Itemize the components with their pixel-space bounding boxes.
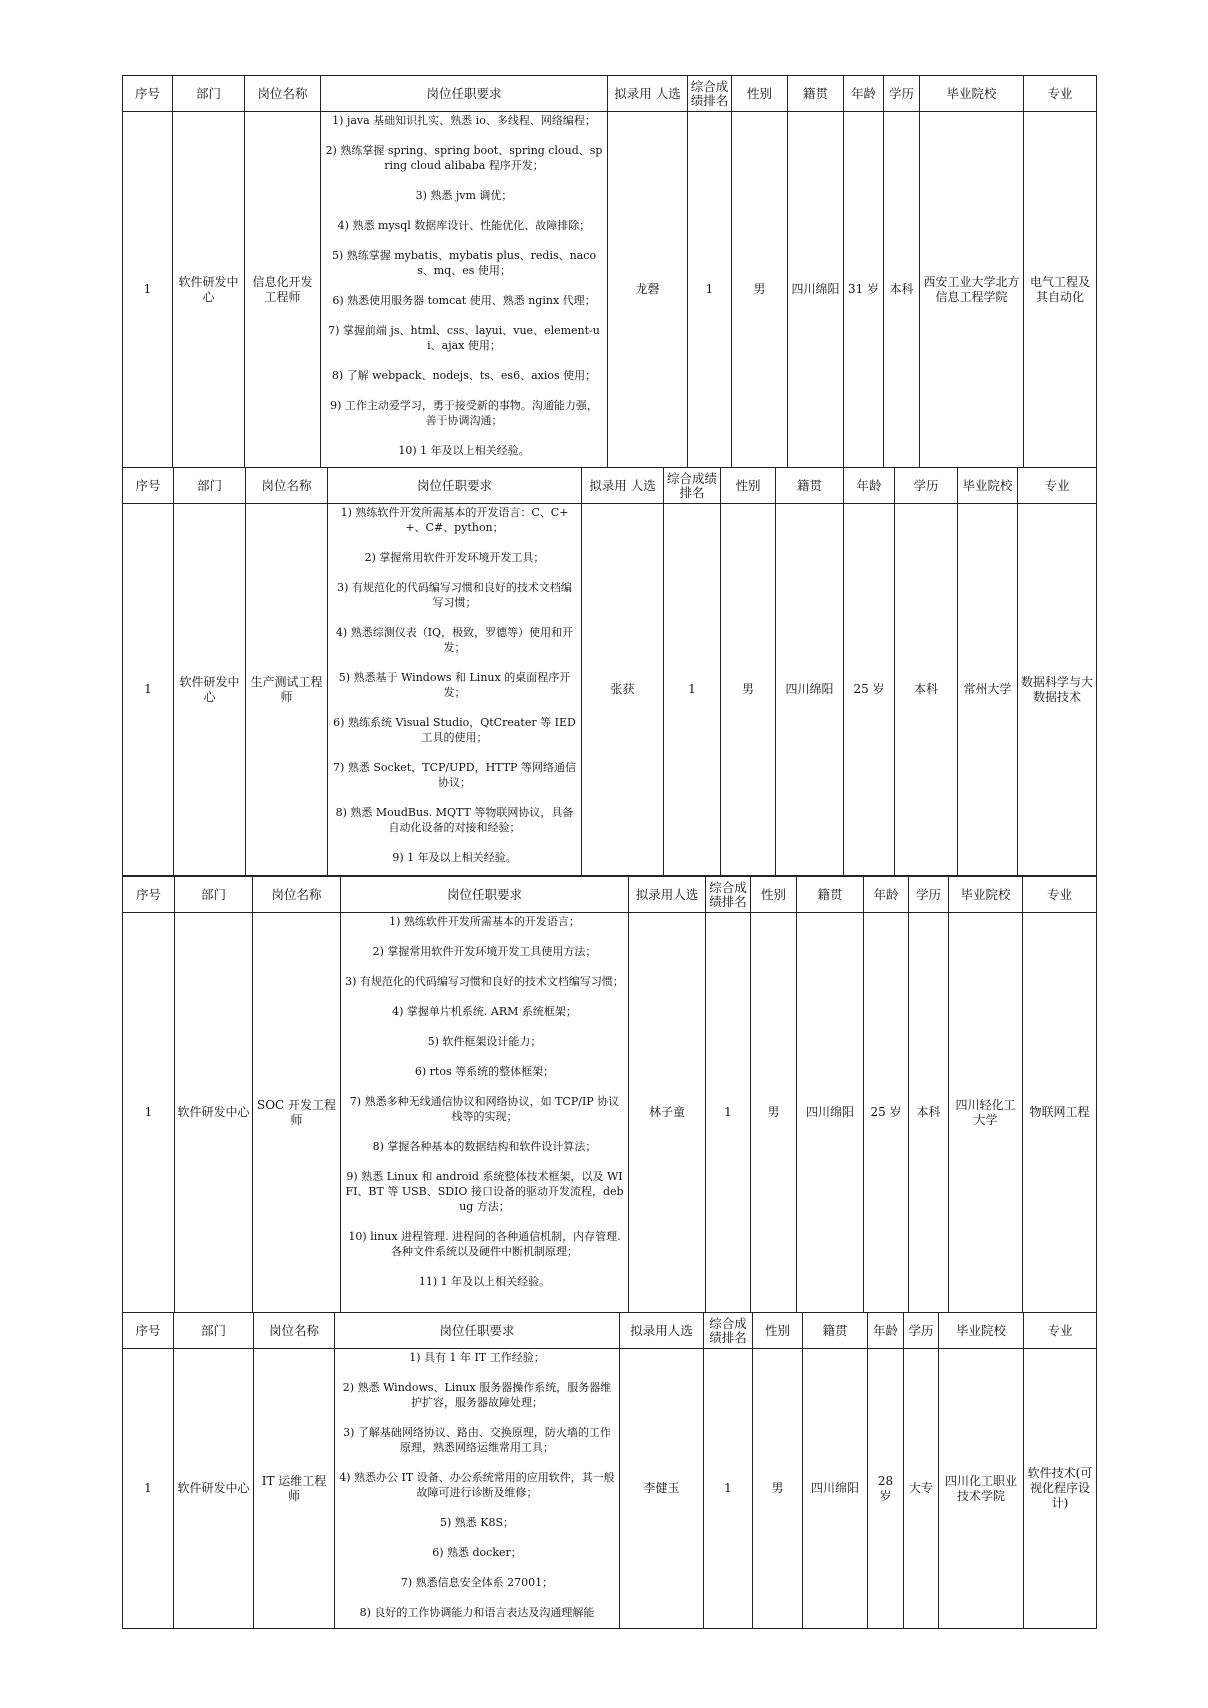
cell-age: 28 岁 bbox=[868, 1349, 904, 1629]
cell-school: 四川化工职业技术学院 bbox=[939, 1349, 1024, 1629]
header-seq: 序号 bbox=[123, 877, 175, 913]
header-seq: 序号 bbox=[123, 1313, 174, 1349]
requirement-item: 3) 熟悉 jvm 调优； bbox=[415, 189, 513, 202]
requirement-item: 5) 熟练掌握 mybatis、mybatis plus、redis、nacos、mq、es 使用； bbox=[331, 249, 597, 277]
requirement-item: 2) 掌握常用软件开发环境开发工具使用方法； bbox=[372, 945, 597, 958]
cell-origin: 四川绵阳 bbox=[797, 913, 864, 1313]
header-gender: 性别 bbox=[751, 877, 797, 913]
requirement-item: 10) 1 年及以上相关经验。 bbox=[398, 444, 530, 457]
cell-requirements bbox=[321, 112, 608, 468]
header-age: 年龄 bbox=[844, 468, 895, 504]
header-row bbox=[123, 468, 1097, 504]
cell-requirements bbox=[328, 504, 582, 876]
cell-major: 软件技术(可视化程序设计) bbox=[1024, 1349, 1097, 1629]
header-seq: 序号 bbox=[123, 468, 174, 504]
cell-major: 电气工程及其自动化 bbox=[1024, 112, 1097, 468]
header-education: 学历 bbox=[884, 76, 920, 112]
table-row bbox=[123, 1349, 1097, 1629]
requirement-item: 6) rtos 等系统的整体框架； bbox=[414, 1065, 555, 1078]
cell-requirements bbox=[335, 1349, 620, 1629]
header-requirements: 岗位任职要求 bbox=[341, 877, 629, 913]
requirement-item: 4) 掌握单片机系统. ARM 系统框架； bbox=[392, 1005, 577, 1018]
requirement-item: 8) 了解 webpack、nodejs、ts、es6、axios 使用； bbox=[331, 369, 597, 382]
header-requirements: 岗位任职要求 bbox=[321, 76, 608, 112]
cell-school: 西安工业大学北方信息工程学院 bbox=[920, 112, 1024, 468]
header-gender: 性别 bbox=[732, 76, 788, 112]
cell-seq: 1 bbox=[123, 1349, 174, 1629]
cell-rank: 1 bbox=[704, 1349, 753, 1629]
cell-seq: 1 bbox=[123, 913, 175, 1313]
requirement-item: 9) 1 年及以上相关经验。 bbox=[392, 851, 517, 864]
cell-requirements bbox=[341, 913, 629, 1313]
requirement-item: 2) 熟悉 Windows、Linux 服务器操作系统，服务器维护扩容，服务器故障处理； bbox=[342, 1381, 612, 1409]
cell-dept: 软件研发中心 bbox=[173, 112, 245, 468]
cell-rank: 1 bbox=[664, 504, 721, 876]
requirement-item: 4) 熟悉办公 IT 设备、办公系统常用的应用软件，其一般故障可进行诊断及维修； bbox=[339, 1471, 615, 1499]
requirement-item: 6) 熟悉 docker； bbox=[432, 1546, 522, 1559]
header-position: 岗位名称 bbox=[246, 468, 328, 504]
header-dept: 部门 bbox=[175, 877, 253, 913]
cell-gender: 男 bbox=[732, 112, 788, 468]
requirement-item: 2) 熟练掌握 spring、spring boot、spring cloud、spring cloud alibaba 程序开发； bbox=[325, 144, 603, 172]
header-row bbox=[123, 877, 1097, 913]
requirement-item: 8) 熟悉 MoudBus. MQTT 等物联网协议，具备自动化设备的对接和经验； bbox=[335, 806, 574, 834]
requirement-item: 8) 掌握各种基本的数据结构和软件设计算法； bbox=[372, 1140, 597, 1153]
cell-gender: 男 bbox=[753, 1349, 803, 1629]
requirement-item: 4) 熟悉综测仪表（IQ，极致，罗德等）使用和开发； bbox=[335, 626, 574, 654]
requirement-item: 5) 熟悉 K8S； bbox=[439, 1516, 515, 1529]
cell-candidate: 张获 bbox=[582, 504, 664, 876]
requirement-item: 1) java 基础知识扎实、熟悉 io、多线程、网络编程； bbox=[332, 114, 596, 127]
cell-rank: 1 bbox=[706, 913, 751, 1313]
cell-position: IT 运维工程师 bbox=[254, 1349, 335, 1629]
header-major: 专业 bbox=[1024, 76, 1097, 112]
cell-education: 大专 bbox=[904, 1349, 939, 1629]
cell-major: 物联网工程 bbox=[1023, 913, 1097, 1313]
header-school: 毕业院校 bbox=[939, 1313, 1024, 1349]
cell-education: 本科 bbox=[909, 913, 949, 1313]
header-candidate: 拟录用人选 bbox=[629, 877, 706, 913]
requirement-item: 6) 熟练系统 Visual Studio，QtCreater 等 IED 工具的使用； bbox=[333, 716, 576, 744]
header-age: 年龄 bbox=[844, 76, 884, 112]
table-block-2 bbox=[122, 467, 1097, 876]
header-rank: 综合成绩排名 bbox=[664, 468, 721, 504]
header-education: 学历 bbox=[904, 1313, 939, 1349]
cell-age: 25 岁 bbox=[844, 504, 895, 876]
cell-rank: 1 bbox=[688, 112, 732, 468]
requirement-item: 7) 掌握前端 js、html、css、layui、vue、element-ui、ajax 使用； bbox=[328, 324, 600, 352]
cell-age: 25 岁 bbox=[864, 913, 909, 1313]
table-block-4 bbox=[122, 1312, 1097, 1629]
header-rank: 综合成绩排名 bbox=[706, 877, 751, 913]
table-block-1 bbox=[122, 75, 1097, 468]
requirement-item: 7) 熟悉信息安全体系 27001； bbox=[400, 1576, 554, 1589]
header-school: 毕业院校 bbox=[920, 76, 1024, 112]
cell-education: 本科 bbox=[884, 112, 920, 468]
header-candidate: 拟录用 人选 bbox=[582, 468, 664, 504]
header-position: 岗位名称 bbox=[245, 76, 321, 112]
header-dept: 部门 bbox=[174, 1313, 254, 1349]
cell-seq: 1 bbox=[123, 112, 173, 468]
cell-candidate: 李健玉 bbox=[620, 1349, 704, 1629]
cell-dept: 软件研发中心 bbox=[174, 504, 246, 876]
cell-position: 生产测试工程师 bbox=[246, 504, 328, 876]
requirement-item: 1) 熟练软件开发所需基本的开发语言； bbox=[389, 915, 580, 928]
cell-school: 四川轻化工大学 bbox=[949, 913, 1023, 1313]
header-major: 专业 bbox=[1018, 468, 1097, 504]
header-major: 专业 bbox=[1023, 877, 1097, 913]
requirement-item: 7) 熟悉多种无线通信协议和网络协议，如 TCP/IP 协议栈等的实现； bbox=[349, 1095, 620, 1123]
cell-position: 信息化开发工程师 bbox=[245, 112, 321, 468]
requirement-item: 7) 熟悉 Socket，TCP/UPD，HTTP 等网络通信协议； bbox=[333, 761, 576, 789]
requirement-item: 3) 有规范化的代码编写习惯和良好的技术文档编写习惯； bbox=[345, 975, 624, 988]
cell-gender: 男 bbox=[751, 913, 797, 1313]
header-requirements: 岗位任职要求 bbox=[335, 1313, 620, 1349]
header-candidate: 拟录用人选 bbox=[620, 1313, 704, 1349]
requirement-item: 1) 具有 1 年 IT 工作经验； bbox=[409, 1351, 545, 1364]
header-dept: 部门 bbox=[173, 76, 245, 112]
requirement-item: 6) 熟悉使用服务器 tomcat 使用、熟悉 nginx 代理； bbox=[332, 294, 596, 307]
cell-education: 本科 bbox=[895, 504, 958, 876]
header-candidate: 拟录用 人选 bbox=[608, 76, 688, 112]
header-gender: 性别 bbox=[721, 468, 776, 504]
requirement-item: 9) 工作主动爱学习，勇于接受新的事物。沟通能力强，善于协调沟通； bbox=[330, 399, 598, 427]
cell-major: 数据科学与大数据技术 bbox=[1018, 504, 1097, 876]
requirement-item: 9) 熟悉 Linux 和 android 系统整体技术框架，以及 WIFI、BT 等 USB、SDIO 接口设备的驱动开发流程，debug 方法； bbox=[345, 1170, 624, 1213]
header-age: 年龄 bbox=[864, 877, 909, 913]
requirement-item: 2) 掌握常用软件开发环境开发工具； bbox=[364, 551, 545, 564]
requirement-item: 8) 良好的工作协调能力和语言表达及沟通理解能 bbox=[359, 1606, 595, 1619]
header-dept: 部门 bbox=[174, 468, 246, 504]
header-education: 学历 bbox=[895, 468, 958, 504]
header-rank: 综合成绩排名 bbox=[704, 1313, 753, 1349]
cell-dept: 软件研发中心 bbox=[175, 913, 253, 1313]
header-origin: 籍贯 bbox=[776, 468, 844, 504]
header-requirements: 岗位任职要求 bbox=[328, 468, 582, 504]
header-major: 专业 bbox=[1024, 1313, 1097, 1349]
cell-origin: 四川绵阳 bbox=[803, 1349, 868, 1629]
header-seq: 序号 bbox=[123, 76, 173, 112]
requirement-item: 10) linux 进程管理. 进程间的各种通信机制，内存管理. 各种文件系统以及硬件中断机制原理； bbox=[348, 1230, 621, 1258]
header-position: 岗位名称 bbox=[253, 877, 341, 913]
table-block-3 bbox=[122, 876, 1097, 1313]
cell-origin: 四川绵阳 bbox=[776, 504, 844, 876]
requirement-item: 3) 有规范化的代码编写习惯和良好的技术文档编写习惯； bbox=[337, 581, 572, 609]
cell-age: 31 岁 bbox=[844, 112, 884, 468]
cell-position: SOC 开发工程师 bbox=[253, 913, 341, 1313]
cell-seq: 1 bbox=[123, 504, 174, 876]
header-origin: 籍贯 bbox=[803, 1313, 868, 1349]
table-row bbox=[123, 913, 1097, 1313]
header-age: 年龄 bbox=[868, 1313, 904, 1349]
table-row bbox=[123, 112, 1097, 468]
requirement-item: 5) 熟悉基于 Windows 和 Linux 的桌面程序开发； bbox=[338, 671, 571, 699]
table-row bbox=[123, 504, 1097, 876]
requirement-item: 4) 熟悉 mysql 数据库设计、性能优化、故障排除； bbox=[337, 219, 591, 232]
header-row bbox=[123, 76, 1097, 112]
header-position: 岗位名称 bbox=[254, 1313, 335, 1349]
cell-dept: 软件研发中心 bbox=[174, 1349, 254, 1629]
header-gender: 性别 bbox=[753, 1313, 803, 1349]
header-education: 学历 bbox=[909, 877, 949, 913]
header-origin: 籍贯 bbox=[797, 877, 864, 913]
header-origin: 籍贯 bbox=[788, 76, 844, 112]
requirement-item: 5) 软件框架设计能力； bbox=[427, 1035, 542, 1048]
header-rank: 综合成绩排名 bbox=[688, 76, 732, 112]
cell-school: 常州大学 bbox=[958, 504, 1018, 876]
header-row bbox=[123, 1313, 1097, 1349]
header-school: 毕业院校 bbox=[949, 877, 1023, 913]
requirement-item: 1) 熟练软件开发所需基本的开发语言：C、C++、C#、python； bbox=[340, 506, 569, 534]
cell-candidate: 林子童 bbox=[629, 913, 706, 1313]
requirement-item: 3) 了解基础网络协议、路由、交换原理，防火墙的工作原理，熟悉网络运维常用工具； bbox=[343, 1426, 611, 1454]
cell-origin: 四川绵阳 bbox=[788, 112, 844, 468]
requirement-item: 11) 1 年及以上相关经验。 bbox=[418, 1275, 551, 1288]
cell-candidate: 龙磬 bbox=[608, 112, 688, 468]
cell-gender: 男 bbox=[721, 504, 776, 876]
header-school: 毕业院校 bbox=[958, 468, 1018, 504]
